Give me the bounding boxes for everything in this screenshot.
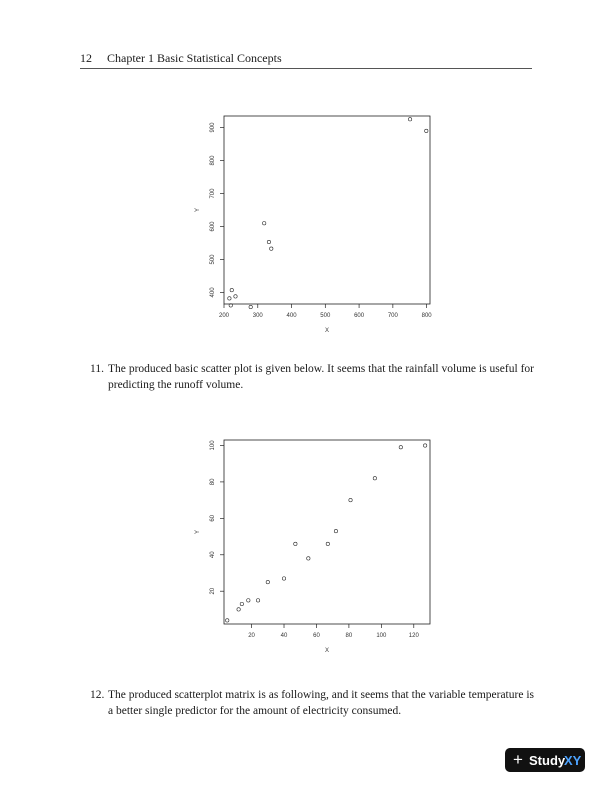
x-tick-label: 100 <box>376 633 387 639</box>
y-axis-label: Y <box>195 207 201 213</box>
y-tick-label: 100 <box>210 440 216 451</box>
y-tick-label: 700 <box>210 188 216 199</box>
y-tick-label: 60 <box>210 514 216 522</box>
y-axis-label: Y <box>195 529 201 535</box>
page-number: 12 <box>80 51 92 65</box>
y-tick-label: 20 <box>210 587 216 595</box>
x-tick-label: 120 <box>408 633 419 639</box>
badge-word-xy: XY <box>564 753 582 768</box>
paragraph-12 <box>92 687 534 719</box>
data-point <box>349 498 352 501</box>
y-tick-label: 800 <box>210 155 216 166</box>
y-tick-label: 900 <box>210 122 216 133</box>
x-tick-label: 800 <box>421 313 432 319</box>
data-point <box>307 557 310 560</box>
y-tick-label: 500 <box>210 254 216 265</box>
data-point <box>237 608 240 611</box>
data-point <box>282 577 285 580</box>
data-point <box>240 602 243 605</box>
x-tick-label: 600 <box>354 313 365 319</box>
y-tick-label: 400 <box>210 287 216 298</box>
chapter-title: Chapter 1 Basic Statistical Concepts <box>107 51 282 65</box>
x-axis-label: X <box>324 328 330 334</box>
data-point <box>226 619 229 622</box>
item-number: 11. <box>90 363 104 375</box>
x-tick-label: 500 <box>320 313 331 319</box>
item-number: 12. <box>90 689 105 701</box>
y-tick-label: 600 <box>210 221 216 232</box>
x-tick-label: 700 <box>387 313 398 319</box>
data-point <box>266 580 269 583</box>
data-point <box>256 599 259 602</box>
data-point <box>247 599 250 602</box>
data-point <box>326 542 329 545</box>
plot-frame <box>224 440 430 624</box>
data-point <box>373 477 376 480</box>
paragraph-text: The produced scatterplot matrix is as following, and it seems that the variable temperature is a better single predictor for the amount of electricity consumed. <box>108 689 534 717</box>
x-axis-label: X <box>324 648 330 654</box>
data-point <box>423 444 426 447</box>
paragraph-text: The produced basic scatter plot is given below. It seems that the rainfall volume is useful for predicting the runoff volume. <box>108 363 534 391</box>
x-tick-label: 400 <box>286 313 297 319</box>
x-tick-label: 60 <box>313 633 320 639</box>
badge-word-study: Study <box>529 753 566 768</box>
studyxy-badge[interactable] <box>505 748 585 772</box>
x-tick-label: 40 <box>280 633 288 639</box>
x-tick-label: 300 <box>252 313 263 319</box>
data-point <box>294 542 297 545</box>
plus-icon: + <box>513 750 523 769</box>
y-tick-label: 80 <box>210 478 216 486</box>
x-tick-label: 200 <box>218 313 230 319</box>
x-tick-label: 80 <box>345 633 353 639</box>
data-point <box>334 529 337 532</box>
x-tick-label: 20 <box>248 633 255 639</box>
data-point <box>399 446 402 449</box>
y-tick-label: 40 <box>210 551 216 559</box>
